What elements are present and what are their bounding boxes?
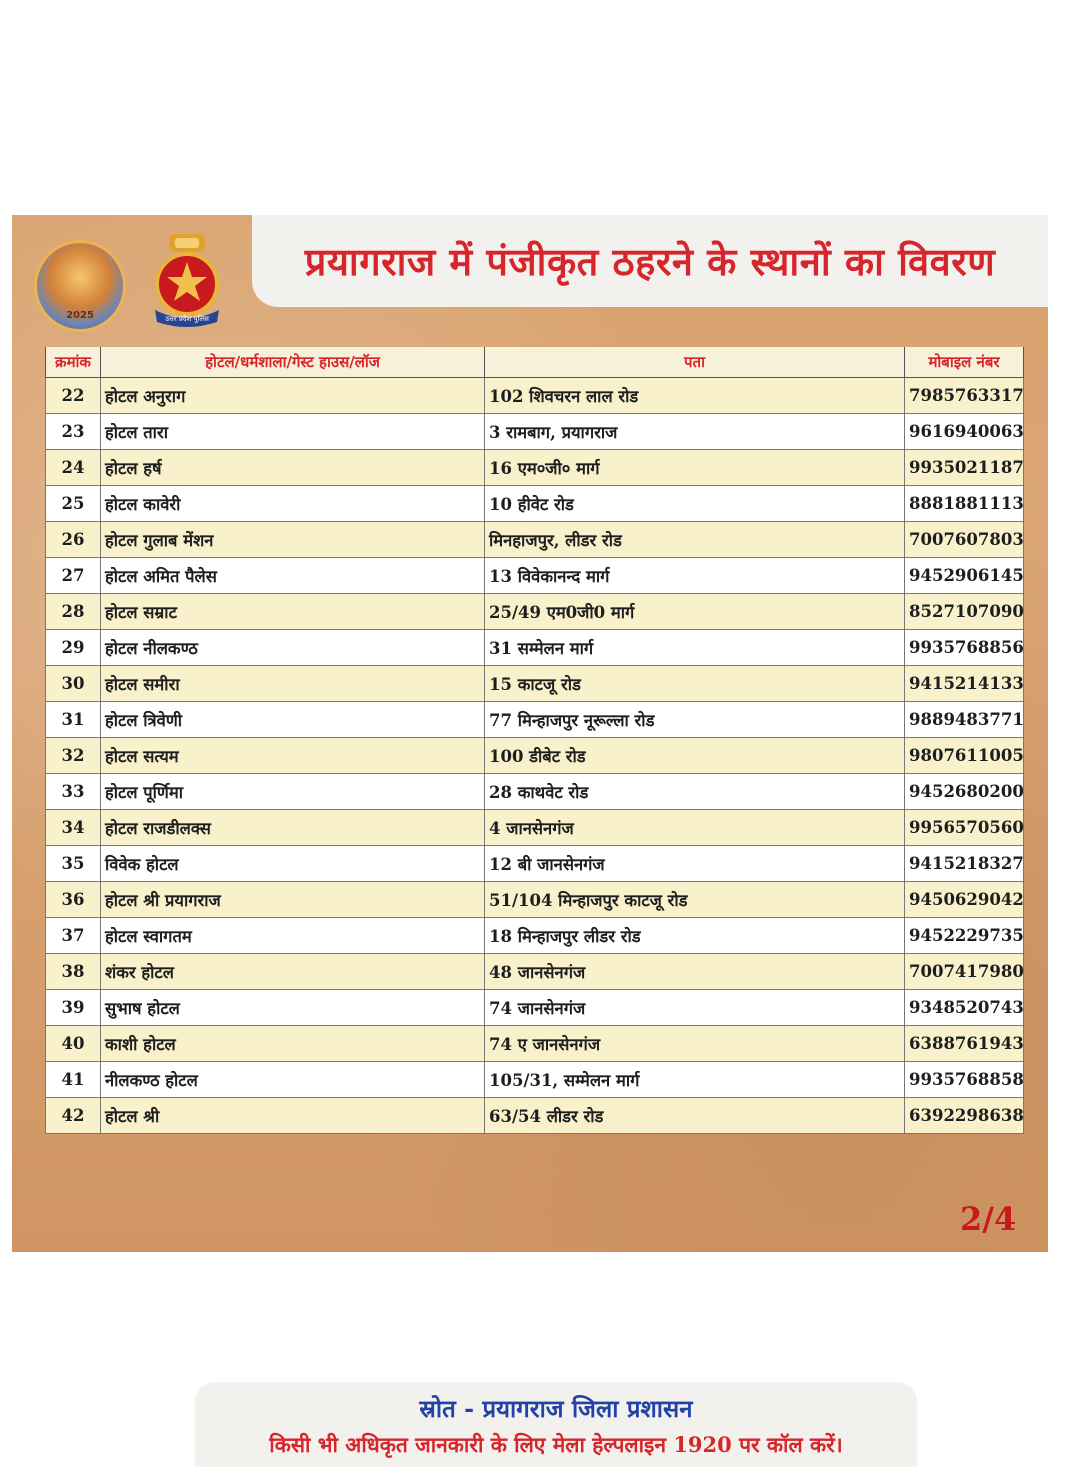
row-mobile: 9415218327 [905,846,1024,882]
row-hotel-name: होटल गुलाब मेंशन [101,522,485,558]
table-row [46,1062,1024,1098]
row-serial: 31 [46,702,101,738]
row-mobile: 9935768856 [905,630,1024,666]
row-serial: 32 [46,738,101,774]
row-mobile: 9889483771 [905,702,1024,738]
table-row [46,810,1024,846]
header-address: पता [485,347,905,378]
table-row [46,738,1024,774]
table-row [46,846,1024,882]
row-address: मिनहाजपुर, लीडर रोड [485,522,905,558]
row-serial: 39 [46,990,101,1026]
table-row [46,774,1024,810]
table-row [46,954,1024,990]
row-hotel-name: होटल त्रिवेणी [101,702,485,738]
row-address: 48 जानसेनगंज [485,954,905,990]
row-address: 51/104 मिन्हाजपुर काटजू रोड [485,882,905,918]
row-hotel-name: नीलकण्ठ होटल [101,1062,485,1098]
row-hotel-name: होटल कावेरी [101,486,485,522]
table-row [46,558,1024,594]
row-hotel-name: होटल श्री प्रयागराज [101,882,485,918]
row-hotel-name: होटल सम्राट [101,594,485,630]
row-mobile: 9452906145 [905,558,1024,594]
row-serial: 25 [46,486,101,522]
row-address: 13 विवेकानन्द मार्ग [485,558,905,594]
row-mobile: 9935768858 [905,1062,1024,1098]
row-address: 18 मिन्हाजपुर लीडर रोड [485,918,905,954]
row-serial: 28 [46,594,101,630]
row-hotel-name: होटल राजडीलक्स [101,810,485,846]
row-hotel-name: होटल पूर्णिमा [101,774,485,810]
row-hotel-name: सुभाष होटल [101,990,485,1026]
row-hotel-name: होटल अमित पैलेस [101,558,485,594]
row-mobile: 9452680200 [905,774,1024,810]
row-address: 12 बी जानसेनगंज [485,846,905,882]
row-serial: 40 [46,1026,101,1062]
table-row [46,630,1024,666]
row-address: 102 शिवचरन लाल रोड [485,378,905,414]
table-row [46,594,1024,630]
row-serial: 23 [46,414,101,450]
row-address: 28 काथवेट रोड [485,774,905,810]
table-row [46,414,1024,450]
mahakumbh-logo-icon [34,240,126,332]
table-row [46,450,1024,486]
row-mobile: 8527107090 [905,594,1024,630]
row-mobile: 9348520743 [905,990,1024,1026]
row-mobile: 9415214133 [905,666,1024,702]
row-hotel-name: होटल नीलकण्ठ [101,630,485,666]
row-hotel-name: होटल स्वागतम [101,918,485,954]
table-row [46,702,1024,738]
row-address: 15 काटजू रोड [485,666,905,702]
row-address: 25/49 एम0जी0 मार्ग [485,594,905,630]
row-mobile: 9616940063 [905,414,1024,450]
row-mobile: 9807611005 [905,738,1024,774]
page-number: 2/4 [960,1200,1017,1238]
row-serial: 42 [46,1098,101,1134]
logo-year: 2025 [66,310,94,321]
row-mobile: 9956570560 [905,810,1024,846]
row-address: 74 ए जानसेनगंज [485,1026,905,1062]
row-serial: 26 [46,522,101,558]
row-address: 100 डीबेट रोड [485,738,905,774]
row-address: 10 हीवेट रोड [485,486,905,522]
row-mobile: 7007607803 [905,522,1024,558]
row-address: 3 रामबाग, प्रयागराज [485,414,905,450]
row-serial: 41 [46,1062,101,1098]
row-mobile: 9935021187 [905,450,1024,486]
row-address: 105/31, सम्मेलन मार्ग [485,1062,905,1098]
row-hotel-name: विवेक होटल [101,846,485,882]
footer-banner [195,1382,917,1467]
row-hotel-name: होटल तारा [101,414,485,450]
table-row [46,882,1024,918]
table-row [46,522,1024,558]
table-row [46,1098,1024,1134]
row-hotel-name: होटल श्री [101,1098,485,1134]
row-hotel-name: होटल अनुराग [101,378,485,414]
row-hotel-name: शंकर होटल [101,954,485,990]
row-serial: 22 [46,378,101,414]
row-mobile: 6392298638 [905,1098,1024,1134]
row-mobile: 6388761943 [905,1026,1024,1062]
table-row [46,666,1024,702]
row-address: 31 सम्मेलन मार्ग [485,630,905,666]
row-serial: 35 [46,846,101,882]
row-mobile: 7985763317 [905,378,1024,414]
row-hotel-name: होटल समीरा [101,666,485,702]
page-title: प्रयागराज में पंजीकृत ठहरने के स्थानों का विवरण [304,239,996,284]
row-serial: 33 [46,774,101,810]
row-hotel-name: काशी होटल [101,1026,485,1062]
table-row [46,990,1024,1026]
row-mobile: 9450629042 [905,882,1024,918]
row-serial: 24 [46,450,101,486]
row-address: 16 एम०जी० मार्ग [485,450,905,486]
row-serial: 30 [46,666,101,702]
row-serial: 34 [46,810,101,846]
row-address: 63/54 लीडर रोड [485,1098,905,1134]
row-serial: 37 [46,918,101,954]
helpline-text: किसी भी अधिकृत जानकारी के लिए मेला हेल्पलाइन 1920 पर कॉल करें। [269,1432,843,1457]
row-address: 4 जानसेनगंज [485,810,905,846]
row-serial: 27 [46,558,101,594]
logo-police-label: उत्तर प्रदेश पुलिस [165,315,209,323]
header-hotel-name: होटल/धर्मशाला/गेस्ट हाउस/लॉज [101,347,485,378]
row-mobile: 7007417980 [905,954,1024,990]
row-hotel-name: होटल हर्ष [101,450,485,486]
row-mobile: 9452229735 [905,918,1024,954]
table-row [46,1026,1024,1062]
table-header-row [46,347,1024,378]
table-row [46,918,1024,954]
hotel-table [45,347,1024,1134]
row-serial: 38 [46,954,101,990]
title-banner [252,215,1048,307]
header-mobile: मोबाइल नंबर [905,347,1024,378]
source-text: स्रोत - प्रयागराज जिला प्रशासन [419,1394,693,1423]
hotel-table-container [45,347,1023,1134]
row-serial: 36 [46,882,101,918]
row-hotel-name: होटल सत्यम [101,738,485,774]
row-address: 74 जानसेनगंज [485,990,905,1026]
table-row [46,486,1024,522]
header-serial: क्रमांक [46,347,101,378]
up-police-logo-icon [147,232,227,327]
row-address: 77 मिन्हाजपुर नूरूल्ला रोड [485,702,905,738]
poster [12,215,1048,1457]
table-row [46,378,1024,414]
row-mobile: 8881881113 [905,486,1024,522]
row-serial: 29 [46,630,101,666]
